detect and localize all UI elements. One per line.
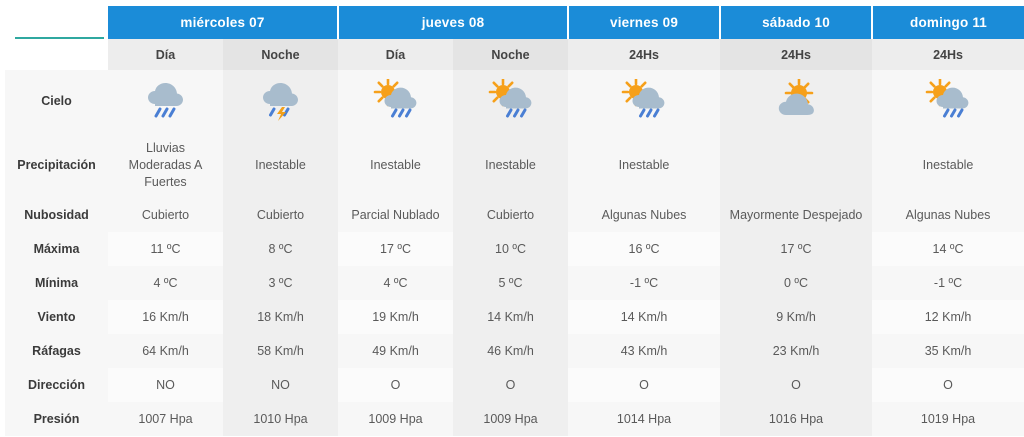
sun-cloud-rain-icon [872, 70, 1024, 132]
sun-cloud-rain-icon [338, 70, 453, 132]
sky-cell-6 [872, 70, 1024, 132]
direction-value-1: NO [223, 368, 338, 402]
pressure-value-3: 1009 Hpa [453, 402, 568, 436]
gusts-value-2: 49 Km/h [338, 334, 453, 368]
row-label-wind: Viento [5, 300, 108, 334]
wind-value-2: 19 Km/h [338, 300, 453, 334]
gusts-value-4: 43 Km/h [568, 334, 720, 368]
period-header-0: Día [108, 39, 223, 70]
wind-value-3: 14 Km/h [453, 300, 568, 334]
max-value-3: 10 ºC [453, 232, 568, 266]
max-value-2: 17 ºC [338, 232, 453, 266]
sky-cell-4 [568, 70, 720, 132]
day-header-wednesday: miércoles 07 [108, 6, 338, 39]
day-header-sunday: domingo 11 [872, 6, 1024, 39]
row-precipitation [5, 132, 1024, 198]
precipitation-value-4: Inestable [618, 157, 670, 172]
period-header-6: 24Hs [872, 39, 1024, 70]
row-pressure [5, 402, 1024, 436]
direction-value-0: NO [108, 368, 223, 402]
cloudiness-value-0: Cubierto [108, 198, 223, 232]
period-header-4: 24Hs [568, 39, 720, 70]
pressure-value-6: 1019 Hpa [872, 402, 1024, 436]
max-value-4: 16 ºC [568, 232, 720, 266]
period-header-3: Noche [453, 39, 568, 70]
min-value-6: -1 ºC [872, 266, 1024, 300]
rain-cloud-icon [108, 70, 223, 132]
precipitation-cell-1 [223, 132, 338, 198]
forecast-table [5, 6, 1024, 436]
day-header-row [5, 6, 1024, 39]
pressure-value-0: 1007 Hpa [108, 402, 223, 436]
wind-value-0: 16 Km/h [108, 300, 223, 334]
period-header-row [5, 39, 1024, 70]
row-label-sky: Cielo [5, 70, 108, 132]
cloudiness-value-3: Cubierto [453, 198, 568, 232]
sky-cell-5 [720, 70, 872, 132]
day-header-thursday: jueves 08 [338, 6, 568, 39]
pressure-value-4: 1014 Hpa [568, 402, 720, 436]
precipitation-value-6: Inestable [922, 157, 974, 172]
direction-value-4: O [568, 368, 720, 402]
sun-cloud-rain-icon [453, 70, 568, 132]
sun-cloud-icon [720, 70, 872, 132]
cloudiness-value-6: Algunas Nubes [872, 198, 1024, 232]
period-header-2: Día [338, 39, 453, 70]
precipitation-value-3: Inestable [485, 157, 536, 172]
min-value-1: 3 ºC [223, 266, 338, 300]
row-label-min: Mínima [5, 266, 108, 300]
direction-value-6: O [872, 368, 1024, 402]
gusts-value-3: 46 Km/h [453, 334, 568, 368]
max-value-5: 17 ºC [720, 232, 872, 266]
sky-cell-0 [108, 70, 223, 132]
period-header-1: Noche [223, 39, 338, 70]
row-sky [5, 70, 1024, 132]
pressure-value-2: 1009 Hpa [338, 402, 453, 436]
precipitation-value-2: Inestable [370, 157, 421, 172]
precipitation-cell-0 [108, 132, 223, 198]
cloudiness-value-2: Parcial Nublado [338, 198, 453, 232]
precipitation-cell-2 [338, 132, 453, 198]
row-min-temp [5, 266, 1024, 300]
min-value-2: 4 ºC [338, 266, 453, 300]
sky-cell-2 [338, 70, 453, 132]
direction-value-5: O [720, 368, 872, 402]
row-max-temp [5, 232, 1024, 266]
row-label-gusts: Ráfagas [5, 334, 108, 368]
period-header-corner [5, 39, 108, 70]
direction-value-2: O [338, 368, 453, 402]
day-header-saturday: sábado 10 [720, 6, 872, 39]
row-label-precipitation: Precipitación [5, 132, 108, 198]
gusts-value-0: 64 Km/h [108, 334, 223, 368]
precipitation-cell-4 [568, 132, 720, 198]
direction-value-3: O [453, 368, 568, 402]
row-cloudiness [5, 198, 1024, 232]
wind-value-4: 14 Km/h [568, 300, 720, 334]
row-direction [5, 368, 1024, 402]
row-gusts [5, 334, 1024, 368]
cloudiness-value-4: Algunas Nubes [568, 198, 720, 232]
gusts-value-1: 58 Km/h [223, 334, 338, 368]
pressure-value-5: 1016 Hpa [720, 402, 872, 436]
precipitation-cell-5 [720, 132, 872, 198]
min-value-3: 5 ºC [453, 266, 568, 300]
period-header-5: 24Hs [720, 39, 872, 70]
row-wind [5, 300, 1024, 334]
gusts-value-6: 35 Km/h [872, 334, 1024, 368]
sun-cloud-rain-icon [568, 70, 720, 132]
table-corner [5, 6, 108, 39]
precipitation-cell-6 [872, 132, 1024, 198]
accent-rule [15, 37, 104, 39]
min-value-4: -1 ºC [568, 266, 720, 300]
row-label-max: Máxima [5, 232, 108, 266]
gusts-value-5: 23 Km/h [720, 334, 872, 368]
precipitation-value-1: Inestable [255, 157, 306, 172]
min-value-5: 0 ºC [720, 266, 872, 300]
cloudiness-value-1: Cubierto [223, 198, 338, 232]
min-value-0: 4 ºC [108, 266, 223, 300]
day-header-friday: viernes 09 [568, 6, 720, 39]
max-value-6: 14 ºC [872, 232, 1024, 266]
row-label-cloudiness: Nubosidad [5, 198, 108, 232]
max-value-1: 8 ºC [223, 232, 338, 266]
precipitation-cell-3 [453, 132, 568, 198]
row-label-direction: Dirección [5, 368, 108, 402]
sky-cell-3 [453, 70, 568, 132]
precipitation-value-0: Lluvias Moderadas A Fuertes [128, 140, 203, 189]
storm-cloud-icon [223, 70, 338, 132]
row-label-pressure: Presión [5, 402, 108, 436]
wind-value-6: 12 Km/h [872, 300, 1024, 334]
pressure-value-1: 1010 Hpa [223, 402, 338, 436]
wind-value-5: 9 Km/h [720, 300, 872, 334]
cloudiness-value-5: Mayormente Despejado [720, 198, 872, 232]
sky-cell-1 [223, 70, 338, 132]
wind-value-1: 18 Km/h [223, 300, 338, 334]
max-value-0: 11 ºC [108, 232, 223, 266]
